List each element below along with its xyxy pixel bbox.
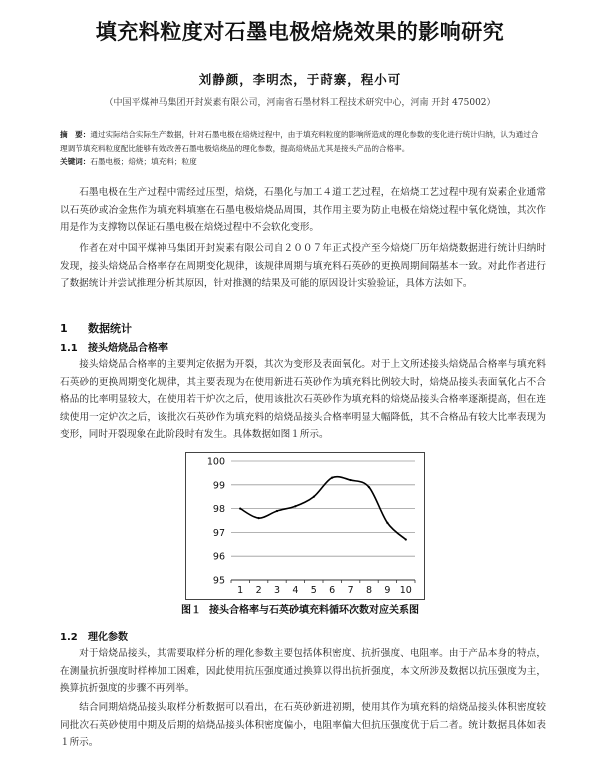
figure-number: 图１ <box>181 605 201 616</box>
x-tick-label: 7 <box>347 585 354 596</box>
abstract-text: 通过实际结合实际生产数据，针对石墨电极在焙烧过程中，由于填充料粒度的影响所造成的理化参数的变化进行统计归纳，认为通过合理调节填充料粒度配比能够有效改善石墨电极焙烧品的理化参数，提高焙烧品尤其是接头产品的合格率。 <box>60 130 539 153</box>
abstract-label: 摘 要： <box>60 130 91 139</box>
section-number: 1.1 <box>60 343 78 354</box>
data-point <box>258 517 260 519</box>
x-tick-label: 1 <box>237 585 244 596</box>
body-paragraph-1-2b: 结合同期焙烧品接头取样分析数据可以看出，在石英砂新进初期，使用其作为填充料的焙烧品接头体积密度较同批次石英砂使用中期及后期的焙烧品接头体积密度偏小，电阻率偏大但抗压强度优于后二者。统计数据具体如表１所示。 <box>60 702 546 749</box>
figure-caption <box>0 601 600 616</box>
series-line <box>240 477 406 540</box>
x-tick-label: 6 <box>329 585 336 596</box>
data-point <box>368 486 370 488</box>
section-title: 理化参数 <box>88 632 128 643</box>
data-point <box>386 522 388 524</box>
y-tick-label: 97 <box>212 527 225 539</box>
figure-caption-text: 接头合格率与石英砂填充料循环次数对应关系图 <box>209 605 419 616</box>
data-point <box>331 477 333 479</box>
body-paragraph-1-1: 接头焙烧品合格率的主要判定依据为开裂，其次为变形及表面氧化。对于上文所述接头焙烧品合格率与填充料石英砂的更换周期变化规律，其主要表现为在使用新进石英砂作为填充料比例较大时，焙烧品接头表面氧化占不合格品的比率明显较大，在使用若干炉次之后，使用该批次石英砂作为填充料的焙烧品接头合格率逐渐提高，但在连续使用一定炉次之后，该批次石英砂作为填充料的焙烧品接头合格率明显大幅降低，其不合格品有较大比率表现为变形，同时开裂现象在此阶段时有发生。具体数据如图１所示。 <box>60 359 546 441</box>
author-affiliation: （中国平煤神马集团开封炭素有限公司，河南省石墨材料工程技术研究中心，河南 开封 475002） <box>104 98 496 108</box>
section-heading-1-2 <box>60 628 128 643</box>
x-tick-label: 8 <box>365 585 373 596</box>
data-point <box>313 496 315 498</box>
intro-paragraph-1: 石墨电极在生产过程中需经过压型，焙烧，石墨化与加工４道工艺过程，在焙烧工艺过程中现有炭素企业通常以石英砂或冶金焦作为填充料填塞在石墨电极焙烧品周围，其作用主要为防止电极在焙烧过程中氧化烧蚀，其次作用是作为支撑物以保证石墨电极在焙烧过程中不会软化变形。 <box>60 187 546 234</box>
keywords-label: 关键词： <box>60 157 91 166</box>
data-point <box>276 510 278 512</box>
data-point <box>405 538 407 540</box>
x-tick-label: 3 <box>273 585 281 596</box>
section-number: 1 <box>60 322 68 335</box>
section-heading-1 <box>60 320 132 336</box>
x-tick-label: 10 <box>399 585 412 596</box>
section-title: 接头焙烧品合格率 <box>88 343 168 354</box>
intro-paragraph-2: 作者在对中国平煤神马集团开封炭素有限公司自２００７年正式投产至今焙烧厂历年焙烧数据进行统计归纳时发现，接头焙烧品合格率存在周期变化规律，该规律周期与填充料石英砂的更换周期间隔基本一致。对此作者进行了数据统计并尝试推理分析其原因，针对推测的结果及可能的原因设计实验验证，具体方法如下。 <box>60 243 546 290</box>
x-tick-label: 5 <box>310 585 317 596</box>
x-tick-label: 4 <box>292 585 299 596</box>
y-tick-label: 100 <box>206 456 225 468</box>
x-tick-label: 2 <box>255 585 262 596</box>
y-tick-label: 98 <box>212 504 225 516</box>
author-list: 刘静颜，李明杰，于莳寨，程小可 <box>198 72 402 87</box>
abstract <box>60 128 540 156</box>
section-title: 数据统计 <box>88 322 132 335</box>
keywords <box>60 156 540 167</box>
paper-title: 填充料粒度对石墨电极焙烧效果的影响研究 <box>95 20 505 44</box>
y-tick-label: 95 <box>212 575 225 587</box>
y-tick-label: 96 <box>212 551 225 563</box>
keywords-text: 石墨电极；焙烧；填充料；粒度 <box>90 157 197 166</box>
data-point <box>350 479 352 481</box>
line-chart <box>185 452 425 600</box>
data-point <box>294 505 296 507</box>
section-number: 1.2 <box>60 632 78 643</box>
x-tick-label: 9 <box>384 585 391 596</box>
y-tick-label: 99 <box>212 480 225 492</box>
section-heading-1-1 <box>60 339 168 354</box>
data-point <box>239 508 241 510</box>
body-paragraph-1-2a: 对于焙烧品接头，其需要取样分析的理化参数主要包括体积密度、抗折强度、电阻率。由于产品本身的特点，在测量抗折强度时样棒加工困难，因此使用抗压强度通过换算以得出抗折强度，本文所涉及数据以抗压强度为主，换算抗折强度的步骤不再列举。 <box>60 648 546 695</box>
